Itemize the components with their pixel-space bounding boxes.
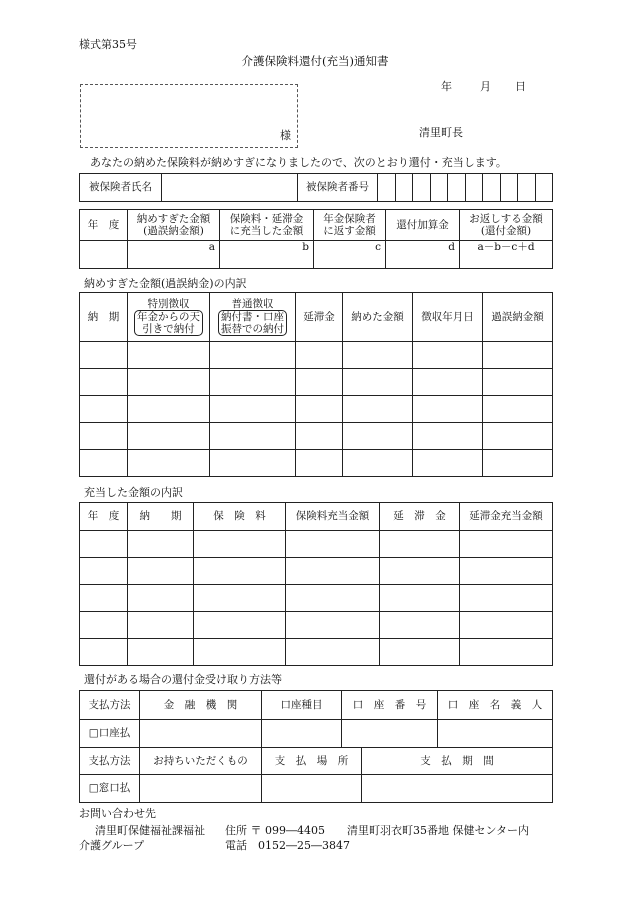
- table-cell[interactable]: [194, 639, 286, 666]
- account-type-field[interactable]: [262, 720, 342, 748]
- breakdown-section-label: 納めすぎた金額(過誤納金)の内訳: [84, 277, 247, 290]
- table-cell[interactable]: [380, 558, 460, 585]
- table-row: [80, 639, 553, 666]
- bank-transfer-option[interactable]: □口座払: [80, 720, 140, 748]
- breakdown-header-special: 特別徴収 年金からの天 引きで納付: [128, 293, 210, 342]
- appropriation-header-period: 納 期: [128, 503, 194, 531]
- table-cell[interactable]: [460, 531, 553, 558]
- contact-group: 介護グループ: [79, 839, 145, 852]
- table-cell[interactable]: [80, 396, 128, 423]
- table-cell[interactable]: [286, 558, 380, 585]
- table-cell[interactable]: [286, 639, 380, 666]
- table-cell[interactable]: [128, 639, 194, 666]
- insured-number-digit[interactable]: [395, 174, 413, 202]
- table-cell[interactable]: [296, 423, 343, 450]
- table-cell[interactable]: [128, 396, 210, 423]
- table-cell[interactable]: [80, 531, 128, 558]
- table-cell[interactable]: [194, 612, 286, 639]
- summary-header-year: 年 度: [80, 210, 128, 241]
- table-cell[interactable]: [343, 342, 413, 369]
- table-cell[interactable]: [343, 396, 413, 423]
- table-cell[interactable]: [80, 558, 128, 585]
- summary-year-cell[interactable]: [80, 241, 128, 269]
- date-year-label: 年: [441, 80, 452, 93]
- table-cell[interactable]: [413, 423, 483, 450]
- table-cell[interactable]: [128, 531, 194, 558]
- table-cell[interactable]: [343, 423, 413, 450]
- insured-number-digit[interactable]: [500, 174, 518, 202]
- issuer-name: 清里町長: [419, 126, 463, 139]
- table-row: [80, 369, 553, 396]
- insured-number-digit[interactable]: [413, 174, 431, 202]
- payment-period-field[interactable]: [362, 775, 553, 803]
- insured-number-digit[interactable]: [518, 174, 536, 202]
- table-cell[interactable]: [460, 558, 553, 585]
- account-holder-field[interactable]: [438, 720, 553, 748]
- table-cell[interactable]: [128, 585, 194, 612]
- table-cell[interactable]: [483, 450, 553, 477]
- breakdown-header-late-fee: 延滞金: [296, 293, 343, 342]
- table-cell[interactable]: [194, 558, 286, 585]
- summary-marker-a: a: [128, 241, 220, 269]
- insured-name-label: 被保険者氏名: [80, 174, 162, 202]
- contact-department: 清里町保健福祉課福祉: [95, 824, 205, 837]
- table-cell[interactable]: [210, 396, 296, 423]
- recipient-address-box: [80, 84, 298, 148]
- table-cell[interactable]: [80, 639, 128, 666]
- table-cell[interactable]: [80, 612, 128, 639]
- insured-number-digit[interactable]: [378, 174, 396, 202]
- table-cell[interactable]: [460, 612, 553, 639]
- summary-marker-c: c: [314, 241, 386, 269]
- table-cell[interactable]: [80, 450, 128, 477]
- table-cell[interactable]: [128, 423, 210, 450]
- payment-place-field[interactable]: [262, 775, 362, 803]
- table-cell[interactable]: [286, 612, 380, 639]
- summary-header-overpaid: 納めすぎた金額 (過誤納金額): [128, 210, 220, 241]
- insured-name-field[interactable]: [162, 174, 298, 202]
- page-title: 介護保険料還付(充当)通知書: [241, 54, 389, 68]
- appropriation-table: [79, 502, 553, 666]
- table-cell[interactable]: [210, 369, 296, 396]
- table-cell[interactable]: [128, 612, 194, 639]
- summary-header-interest: 還付加算金: [386, 210, 460, 241]
- payment-period-label: 支 払 期 間: [362, 748, 553, 775]
- account-number-label: 口 座 番 号: [342, 691, 438, 720]
- table-cell[interactable]: [483, 423, 553, 450]
- table-cell[interactable]: [460, 585, 553, 612]
- account-type-label: 口座種目: [262, 691, 342, 720]
- table-cell[interactable]: [128, 558, 194, 585]
- table-row: [80, 423, 553, 450]
- table-cell[interactable]: [413, 396, 483, 423]
- table-cell[interactable]: [210, 423, 296, 450]
- insured-table: [79, 173, 553, 202]
- table-cell[interactable]: [80, 369, 128, 396]
- table-cell[interactable]: [380, 639, 460, 666]
- contact-phone: 電話 0152―25―3847: [225, 839, 350, 852]
- insured-number-digit[interactable]: [483, 174, 501, 202]
- table-cell[interactable]: [296, 369, 343, 396]
- breakdown-header-paid: 納めた金額: [343, 293, 413, 342]
- table-cell[interactable]: [343, 369, 413, 396]
- payment-method-label: 支払方法: [80, 691, 140, 720]
- appropriation-section-label: 充当した金額の内訳: [84, 486, 183, 499]
- table-row: [80, 612, 553, 639]
- appropriation-header-premium: 保 険 料: [194, 503, 286, 531]
- honorific-label: 様: [280, 129, 291, 142]
- summary-header-refund: お返しする金額 (還付金額): [460, 210, 553, 241]
- appropriation-header-late-fee: 延 滞 金: [380, 503, 460, 531]
- table-cell[interactable]: [194, 585, 286, 612]
- summary-header-pension: 年金保険者 に返す金額: [314, 210, 386, 241]
- table-cell[interactable]: [413, 342, 483, 369]
- date-month-label: 月: [480, 80, 491, 93]
- table-cell[interactable]: [483, 396, 553, 423]
- breakdown-table: [79, 292, 553, 477]
- refund-method-table: [79, 690, 553, 803]
- table-cell[interactable]: [380, 612, 460, 639]
- table-cell[interactable]: [413, 369, 483, 396]
- payment-place-label: 支 払 場 所: [262, 748, 362, 775]
- table-cell[interactable]: [343, 450, 413, 477]
- table-cell[interactable]: [128, 450, 210, 477]
- table-cell[interactable]: [210, 342, 296, 369]
- table-cell[interactable]: [128, 342, 210, 369]
- intro-text: あなたの納めた保険料が納めすぎになりましたので、次のとおり還付・充当します。: [90, 156, 507, 169]
- table-cell[interactable]: [413, 450, 483, 477]
- table-cell[interactable]: [286, 531, 380, 558]
- summary-marker-formula: a－b－c＋d: [460, 241, 553, 269]
- table-cell[interactable]: [286, 585, 380, 612]
- table-cell[interactable]: [80, 423, 128, 450]
- refund-summary-table: [79, 209, 553, 269]
- summary-marker-d: d: [386, 241, 460, 269]
- bank-label: 金 融 機 関: [140, 691, 262, 720]
- table-cell[interactable]: [296, 450, 343, 477]
- summary-header-appropriated: 保険料・延滞金 に充当した金額: [220, 210, 314, 241]
- table-cell[interactable]: [483, 342, 553, 369]
- breakdown-header-date: 徴収年月日: [413, 293, 483, 342]
- insured-number-digit[interactable]: [430, 174, 448, 202]
- breakdown-header-period: 納 期: [80, 293, 128, 342]
- table-row: [80, 585, 553, 612]
- table-cell[interactable]: [80, 342, 128, 369]
- form-number: 様式第35号: [79, 38, 137, 51]
- bank-field[interactable]: [140, 720, 262, 748]
- table-cell[interactable]: [210, 450, 296, 477]
- items-to-bring-field[interactable]: [140, 775, 262, 803]
- table-cell[interactable]: [128, 369, 210, 396]
- table-cell[interactable]: [460, 639, 553, 666]
- table-row: [80, 450, 553, 477]
- insured-number-digit[interactable]: [448, 174, 466, 202]
- insured-number-label: 被保険者番号: [298, 174, 378, 202]
- table-row: [80, 531, 553, 558]
- payment-method-label-2: 支払方法: [80, 748, 140, 775]
- breakdown-header-overpaid: 過誤納金額: [483, 293, 553, 342]
- table-row: [80, 342, 553, 369]
- appropriation-header-late-fee-amount: 延滞金充当金額: [460, 503, 553, 531]
- date-day-label: 日: [515, 80, 526, 93]
- table-cell[interactable]: [80, 585, 128, 612]
- contact-heading: お問い合わせ先: [79, 807, 156, 820]
- table-row: [80, 396, 553, 423]
- account-number-field[interactable]: [342, 720, 438, 748]
- table-cell[interactable]: [483, 369, 553, 396]
- insured-number-digit[interactable]: [465, 174, 483, 202]
- table-row: [80, 558, 553, 585]
- summary-marker-b: b: [220, 241, 314, 269]
- items-to-bring-label: お持ちいただくもの: [140, 748, 262, 775]
- table-cell[interactable]: [380, 585, 460, 612]
- appropriation-header-year: 年 度: [80, 503, 128, 531]
- counter-payment-option[interactable]: □窓口払: [80, 775, 140, 803]
- insured-number-digit[interactable]: [535, 174, 552, 202]
- appropriation-header-premium-amount: 保険料充当金額: [286, 503, 380, 531]
- table-cell[interactable]: [380, 531, 460, 558]
- refund-method-section-label: 還付がある場合の還付金受け取り方法等: [84, 673, 282, 686]
- account-holder-label: 口 座 名 義 人: [438, 691, 553, 720]
- contact-address: 住所 〒 099―4405 清里町羽衣町35番地 保健センター内: [225, 824, 530, 837]
- breakdown-header-normal: 普通徴収 納付書・口座 振替での納付: [210, 293, 296, 342]
- table-cell[interactable]: [296, 342, 343, 369]
- table-cell[interactable]: [194, 531, 286, 558]
- table-cell[interactable]: [296, 396, 343, 423]
